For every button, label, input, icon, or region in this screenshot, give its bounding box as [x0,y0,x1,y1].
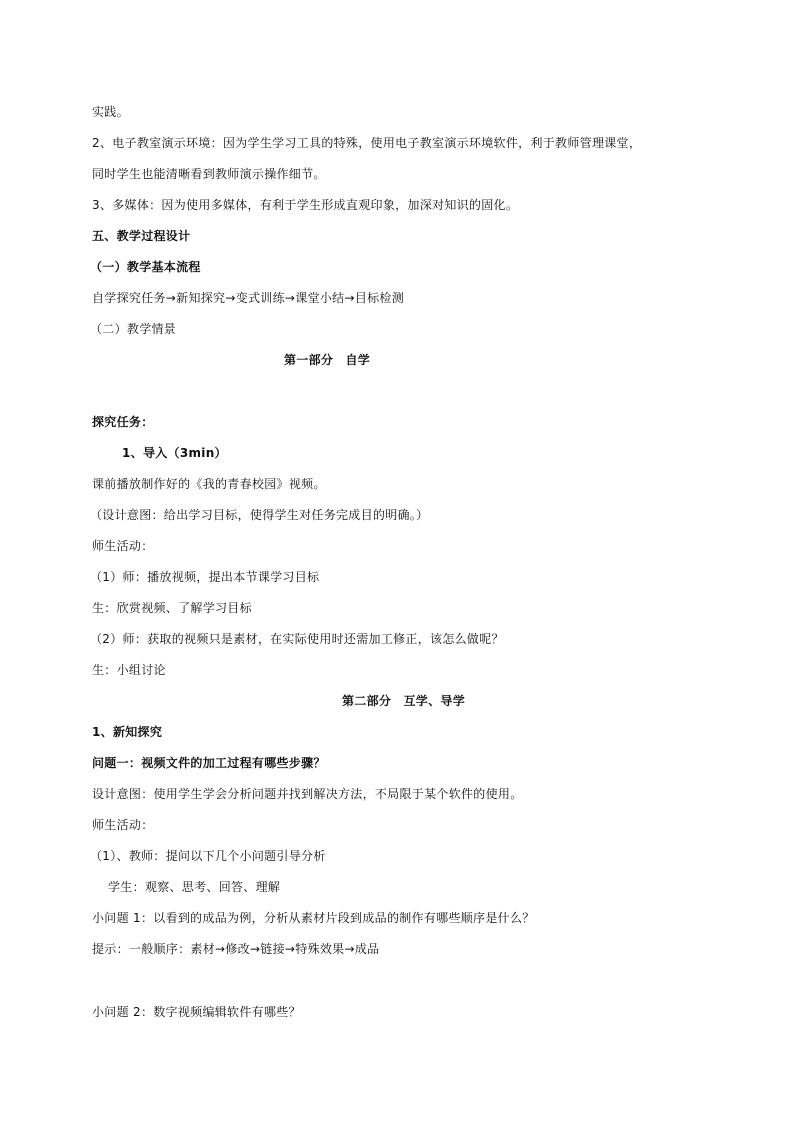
text-line: 自学探究任务→新知探究→变式训练→课堂小结→目标检测 [92,291,405,305]
part-heading: 第二部分 互学、导学 [342,694,466,708]
section-heading: 五、教学过程设计 [92,229,191,243]
text-line: 2、电子教室演示环境：因为学生学习工具的特殊，使用电子教室演示环境软件，利于教师管理课堂， [92,136,642,150]
text-line: 同时学生也能清晰看到教师演示操作细节。 [92,167,326,181]
text-line: 生：欣赏视频、了解学习目标 [92,601,252,615]
text-line: 提示：一般顺序：素材→修改→链接→特殊效果→成品 [92,942,380,956]
item-heading: 1、导入（3min） [122,446,227,460]
text-line: 设计意图：使用学生学会分析问题并找到解决方法，不局限于某个软件的使用。 [92,787,523,801]
part-heading: 第一部分 自学 [284,353,371,367]
text-line: 生：小组讨论 [92,663,166,677]
subsection-heading: （二）教学情景 [90,322,177,336]
text-line: （2）师：获取的视频只是素材，在实际使用时还需加工修正，该怎么做呢？ [90,632,504,646]
text-line: 小问题 2：数字视频编辑软件有哪些？ [92,1005,301,1019]
text-line: 师生活动： [92,539,154,553]
text-line: 实践。 [92,105,129,119]
subsection-heading: （一）教学基本流程 [90,260,201,274]
text-line: 小问题 1：以看到的成品为例，分析从素材片段到成品的制作有哪些顺序是什么？ [92,911,535,925]
text-line: 学生：观察、思考、回答、理解 [108,880,281,894]
text-line: （1）师：播放视频，提出本节课学习目标 [90,570,320,584]
text-line: 师生活动： [92,818,154,832]
text-line: 课前播放制作好的《我的青春校园》视频。 [92,477,326,491]
task-heading: 探究任务： [92,415,154,429]
text-line: （1）、教师：提问以下几个小问题引导分析 [90,849,326,863]
question-heading: 问题一：视频文件的加工过程有哪些步骤？ [92,756,326,770]
item-heading: 1、新知探究 [92,725,163,739]
text-line: （设计意图：给出学习目标，使得学生对任务完成目的明确。） [90,508,429,522]
text-line: 3、多媒体：因为使用多媒体，有利于学生形成直观印象，加深对知识的固化。 [92,198,519,212]
